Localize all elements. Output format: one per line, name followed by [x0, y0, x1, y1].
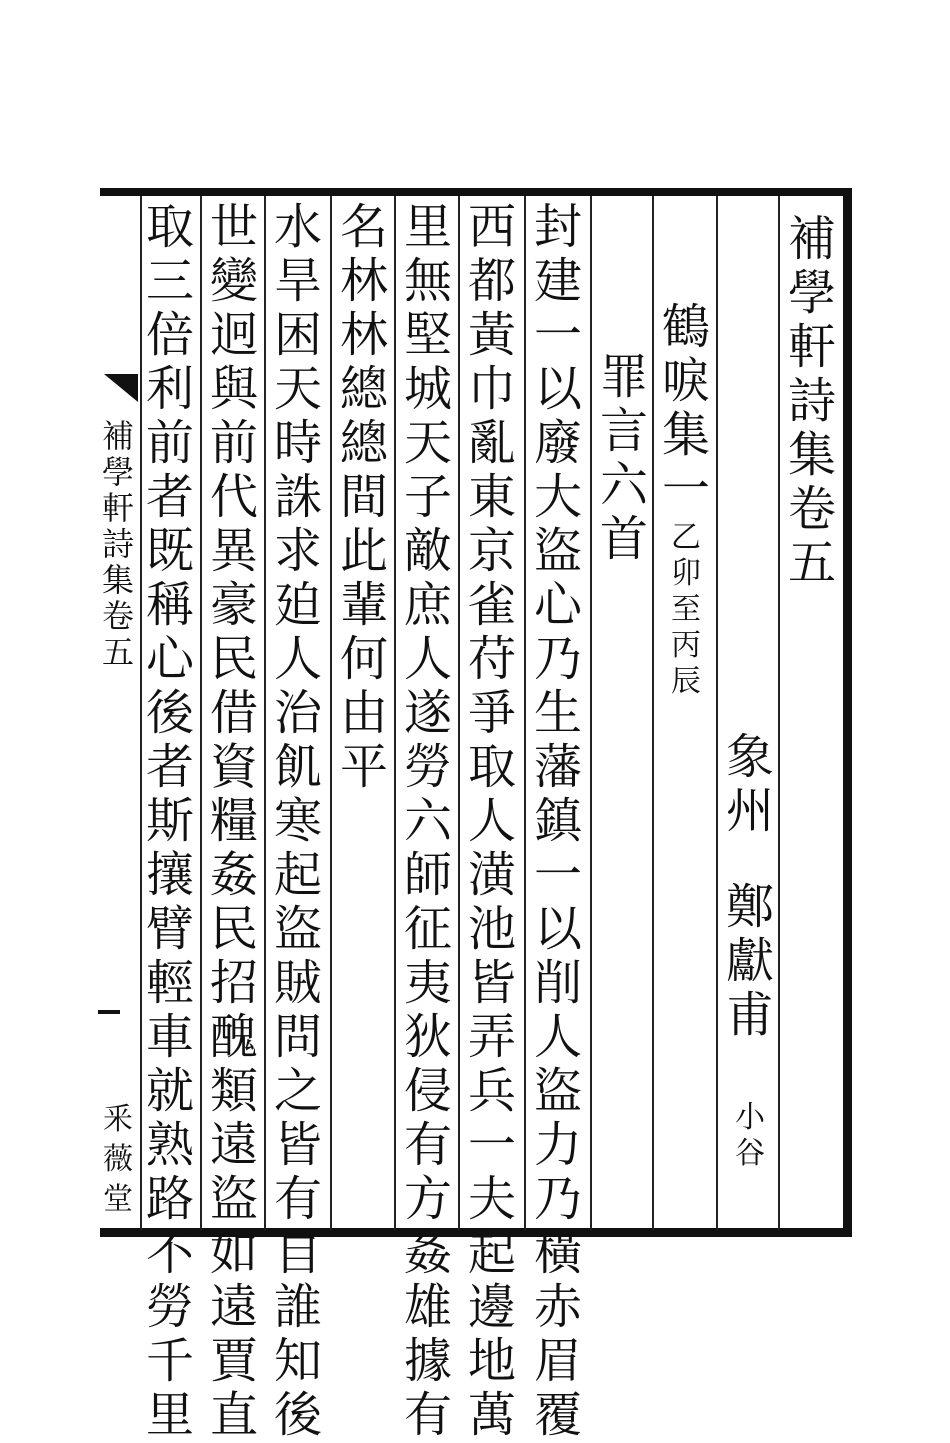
author-style-name — [720, 1100, 780, 1172]
period-character: 乙 — [671, 520, 701, 555]
text-character: 者 — [145, 469, 194, 525]
text-character: 攘 — [145, 847, 194, 903]
text-character: 侵 — [403, 1063, 452, 1119]
text-character: 治 — [273, 685, 322, 741]
text-character: 京 — [467, 523, 516, 579]
text-character: 地 — [467, 1333, 516, 1389]
author-character: 獻 — [725, 933, 774, 989]
author-character: 州 — [725, 783, 774, 839]
text-character: 困 — [273, 307, 322, 363]
text-character: 者 — [145, 739, 194, 795]
text-character: 取 — [467, 739, 516, 795]
text-character: 後 — [145, 685, 194, 741]
text-character: 誅 — [273, 469, 322, 525]
margin-character: 學 — [101, 453, 134, 491]
author-character: 鄭 — [725, 879, 774, 935]
column-rule — [716, 196, 718, 1230]
text-character: 廢 — [533, 415, 582, 471]
text-character: 有 — [403, 1387, 452, 1443]
text-character: 夷 — [403, 955, 452, 1011]
text-character: 據 — [403, 1333, 452, 1389]
text-column — [204, 200, 264, 1442]
text-character: 邊 — [467, 1279, 516, 1335]
poem-title-character: 言 — [599, 403, 648, 459]
text-character: 民 — [209, 631, 258, 687]
text-character: 求 — [273, 523, 322, 579]
text-character: 遠 — [209, 1117, 258, 1173]
title-character: 學 — [787, 265, 836, 321]
collection-title — [656, 300, 716, 516]
book-title — [782, 212, 842, 590]
text-character: 迥 — [209, 307, 258, 363]
column-rule — [264, 196, 266, 1230]
text-character: 赤 — [533, 1279, 582, 1335]
text-character: 敵 — [403, 523, 452, 579]
margin-book-title — [98, 418, 138, 670]
text-character: 自 — [273, 1225, 322, 1281]
text-character: 六 — [403, 793, 452, 849]
text-character: 名 — [339, 199, 388, 255]
poem-title-character: 首 — [599, 511, 648, 567]
text-character: 一 — [533, 307, 582, 363]
text-character: 林 — [339, 307, 388, 363]
title-character: 軒 — [787, 319, 836, 375]
text-character: 代 — [209, 469, 258, 525]
title-character: 集 — [787, 427, 836, 483]
text-character: 以 — [533, 361, 582, 417]
text-column — [398, 200, 458, 1442]
text-character: 城 — [403, 361, 452, 417]
text-character: 如 — [209, 1225, 258, 1281]
poem-title — [594, 350, 654, 566]
collection-period — [656, 520, 716, 700]
column-rule — [590, 196, 592, 1230]
text-character: 亂 — [467, 415, 516, 471]
text-character: 起 — [467, 1225, 516, 1281]
text-character: 資 — [209, 739, 258, 795]
text-character: 方 — [403, 1171, 452, 1227]
text-character: 天 — [403, 415, 452, 471]
text-character: 總 — [339, 361, 388, 417]
text-character: 飢 — [273, 739, 322, 795]
text-character: 變 — [209, 253, 258, 309]
text-character: 有 — [273, 1171, 322, 1227]
text-character: 就 — [145, 1063, 194, 1119]
text-character: 力 — [533, 1117, 582, 1173]
margin-character: 五 — [101, 633, 134, 671]
author-name — [720, 880, 780, 1042]
text-column — [140, 200, 200, 1442]
text-character: 天 — [273, 361, 322, 417]
collection-character: 鶴 — [661, 299, 710, 355]
collection-character: 唳 — [661, 353, 710, 409]
poem-title-character: 罪 — [599, 349, 648, 405]
text-character: 建 — [533, 253, 582, 309]
text-character: 勞 — [403, 739, 452, 795]
text-character: 招 — [209, 955, 258, 1011]
text-character: 之 — [273, 1063, 322, 1119]
text-character: 庶 — [403, 577, 452, 633]
text-character: 時 — [273, 415, 322, 471]
text-character: 東 — [467, 469, 516, 525]
text-character: 前 — [145, 415, 194, 471]
text-character: 堅 — [403, 307, 452, 363]
text-character: 一 — [533, 847, 582, 903]
text-character: 豪 — [209, 577, 258, 633]
author-character: 甫 — [725, 987, 774, 1043]
text-character: 心 — [145, 631, 194, 687]
text-character: 三 — [145, 253, 194, 309]
text-character: 里 — [403, 199, 452, 255]
text-character: 民 — [209, 901, 258, 957]
text-character: 人 — [403, 631, 452, 687]
text-character: 後 — [273, 1387, 322, 1443]
column-rule — [330, 196, 332, 1230]
text-character: 里 — [145, 1387, 194, 1443]
text-column — [334, 200, 394, 794]
text-character: 人 — [533, 1009, 582, 1065]
margin-publisher — [98, 1100, 138, 1220]
text-character: 乃 — [533, 1171, 582, 1227]
text-character: 此 — [339, 523, 388, 579]
text-column — [462, 200, 522, 1442]
text-column — [268, 200, 328, 1442]
margin-character: 軒 — [101, 489, 134, 527]
text-character: 臂 — [145, 901, 194, 957]
title-character: 卷 — [787, 481, 836, 537]
text-character: 都 — [467, 253, 516, 309]
text-character: 誰 — [273, 1279, 322, 1335]
author-character: 象 — [725, 729, 774, 785]
collection-character: 一 — [661, 461, 710, 517]
text-character: 千 — [145, 1333, 194, 1389]
text-character: 輩 — [339, 577, 388, 633]
text-character: 前 — [209, 415, 258, 471]
text-character: 類 — [209, 1063, 258, 1119]
text-character: 水 — [273, 199, 322, 255]
text-character: 弄 — [467, 1009, 516, 1065]
margin-character: 詩 — [101, 525, 134, 563]
poem-title-character: 六 — [599, 457, 648, 513]
text-character: 盜 — [533, 1063, 582, 1119]
text-character: 一 — [467, 1117, 516, 1173]
fishtail-mark — [104, 374, 138, 402]
text-character: 利 — [145, 361, 194, 417]
text-character: 何 — [339, 631, 388, 687]
text-character: 人 — [467, 793, 516, 849]
text-character: 夫 — [467, 1171, 516, 1227]
text-character: 林 — [339, 253, 388, 309]
text-character: 醜 — [209, 1009, 258, 1065]
text-character: 路 — [145, 1171, 194, 1227]
text-character: 知 — [273, 1333, 322, 1389]
text-character: 不 — [145, 1225, 194, 1281]
text-character: 大 — [533, 469, 582, 525]
text-character: 熟 — [145, 1117, 194, 1173]
text-character: 直 — [209, 1387, 258, 1443]
text-character: 爭 — [467, 685, 516, 741]
text-character: 削 — [533, 955, 582, 1011]
text-character: 西 — [467, 199, 516, 255]
text-character: 遂 — [403, 685, 452, 741]
text-character: 皆 — [467, 955, 516, 1011]
text-character: 盜 — [209, 1171, 258, 1227]
publisher-character: 堂 — [103, 1182, 133, 1217]
text-character: 車 — [145, 1009, 194, 1065]
text-character: 皆 — [273, 1117, 322, 1173]
text-character: 以 — [533, 901, 582, 957]
text-character: 狄 — [403, 1009, 452, 1065]
text-character: 乃 — [533, 631, 582, 687]
text-character: 無 — [403, 253, 452, 309]
text-character: 倍 — [145, 307, 194, 363]
text-character: 萬 — [467, 1387, 516, 1443]
text-character: 稱 — [145, 577, 194, 633]
text-character: 心 — [533, 577, 582, 633]
text-character: 廹 — [273, 577, 322, 633]
text-character: 勞 — [145, 1279, 194, 1335]
text-character: 異 — [209, 523, 258, 579]
text-character: 平 — [339, 739, 388, 795]
title-character: 補 — [787, 211, 836, 267]
column-rule — [524, 196, 526, 1230]
text-character: 巾 — [467, 361, 516, 417]
text-character: 封 — [533, 199, 582, 255]
text-character: 賈 — [209, 1333, 258, 1389]
text-character: 藩 — [533, 739, 582, 795]
text-character: 子 — [403, 469, 452, 525]
text-character: 眉 — [533, 1333, 582, 1389]
text-character: 遠 — [209, 1279, 258, 1335]
text-character: 斯 — [145, 793, 194, 849]
author-place — [720, 730, 780, 838]
column-rule — [394, 196, 396, 1230]
text-character: 雀 — [467, 577, 516, 633]
text-character: 生 — [533, 685, 582, 741]
text-character: 苻 — [467, 631, 516, 687]
text-character: 間 — [339, 469, 388, 525]
text-character: 總 — [339, 415, 388, 471]
text-character: 池 — [467, 901, 516, 957]
text-character: 取 — [145, 199, 194, 255]
text-character: 師 — [403, 847, 452, 903]
period-character: 至 — [671, 592, 701, 627]
column-rule — [778, 196, 780, 1230]
text-character: 兵 — [467, 1063, 516, 1119]
margin-character: 集 — [101, 561, 134, 599]
text-character: 問 — [273, 1009, 322, 1065]
text-character: 鎮 — [533, 793, 582, 849]
period-character: 辰 — [671, 664, 701, 699]
text-character: 旱 — [273, 253, 322, 309]
text-character: 姦 — [209, 847, 258, 903]
text-character: 潢 — [467, 847, 516, 903]
column-rule — [200, 196, 202, 1230]
publisher-character: 薇 — [103, 1142, 133, 1177]
margin-character: 補 — [101, 417, 134, 455]
text-character: 賊 — [273, 955, 322, 1011]
text-column — [528, 200, 588, 1442]
leaf-mark — [98, 1010, 120, 1014]
title-character: 詩 — [787, 373, 836, 429]
text-character: 寒 — [273, 793, 322, 849]
frame-border-right — [843, 188, 852, 1237]
text-character: 橫 — [533, 1225, 582, 1281]
column-rule — [458, 196, 460, 1230]
text-character: 人 — [273, 631, 322, 687]
text-character: 雄 — [403, 1279, 452, 1335]
text-character: 覆 — [533, 1387, 582, 1443]
author-character: 谷 — [735, 1136, 765, 1171]
text-character: 與 — [209, 361, 258, 417]
publisher-character: 釆 — [103, 1102, 133, 1137]
text-character: 有 — [403, 1117, 452, 1173]
text-character: 既 — [145, 523, 194, 579]
text-character: 征 — [403, 901, 452, 957]
text-character: 糧 — [209, 793, 258, 849]
text-character: 世 — [209, 199, 258, 255]
text-character: 起 — [273, 847, 322, 903]
title-character: 五 — [787, 535, 836, 591]
frame-border-top — [100, 188, 852, 196]
text-character: 輕 — [145, 955, 194, 1011]
text-character: 借 — [209, 685, 258, 741]
period-character: 卯 — [671, 556, 701, 591]
period-character: 丙 — [671, 628, 701, 663]
text-character: 盜 — [273, 901, 322, 957]
collection-character: 集 — [661, 407, 710, 463]
margin-character: 卷 — [101, 597, 134, 635]
author-character: 小 — [735, 1100, 765, 1135]
text-character: 由 — [339, 685, 388, 741]
text-character: 盜 — [533, 523, 582, 579]
text-character: 黃 — [467, 307, 516, 363]
text-character: 姦 — [403, 1225, 452, 1281]
